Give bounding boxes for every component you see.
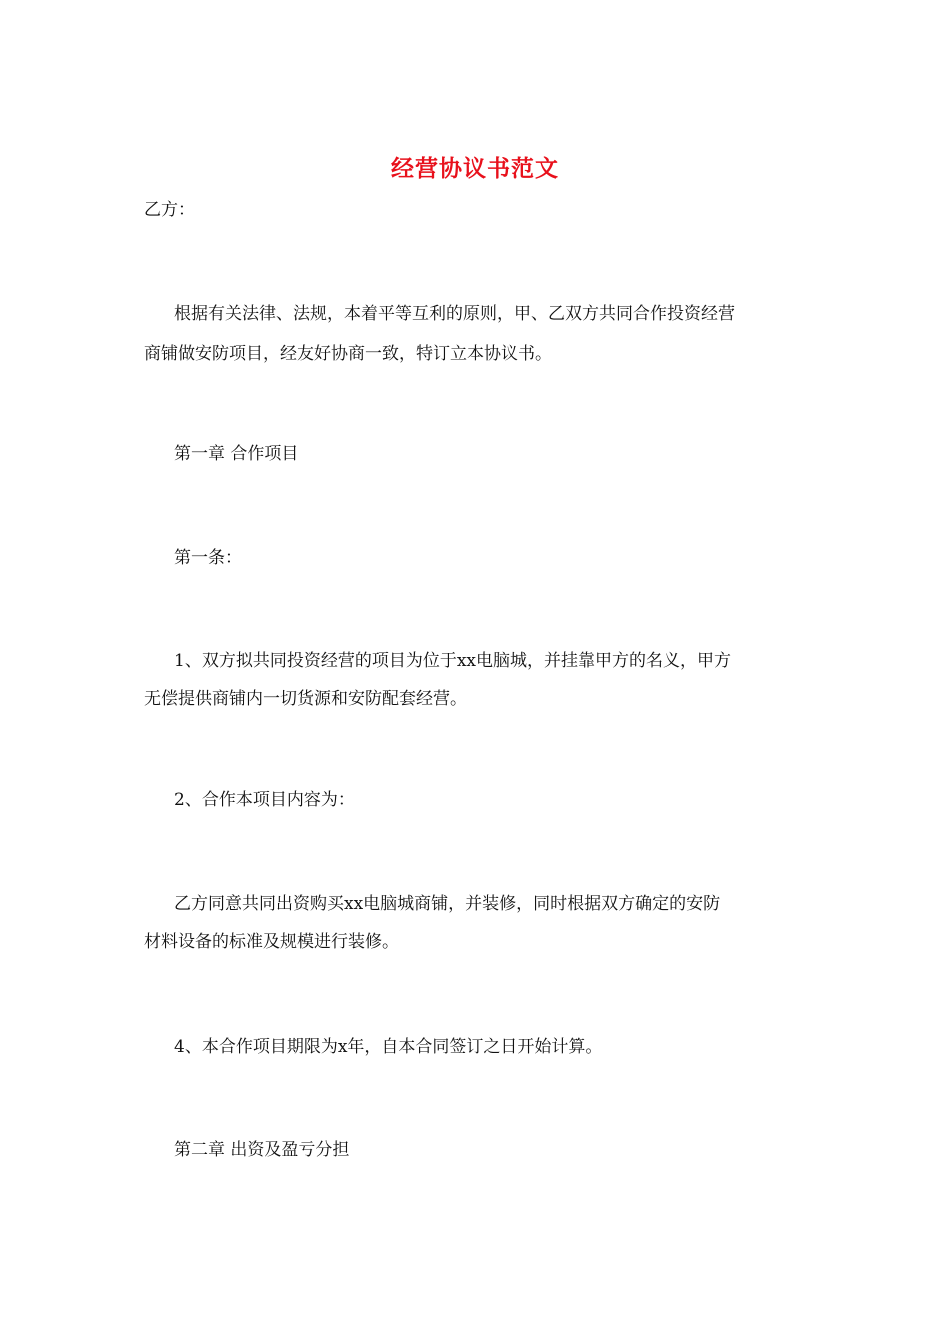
preamble-line-2: 商铺做安防项目，经友好协商一致，特订立本协议书。 — [144, 344, 552, 364]
item-2-detail-line-1: 乙方同意共同出资购买xx电脑城商铺，并装修，同时根据双方确定的安防 — [174, 894, 721, 914]
preamble-line-1: 根据有关法律、法规，本着平等互利的原则，甲、乙双方共同合作投资经营 — [174, 304, 735, 324]
item-2-heading: 2、合作本项目内容为： — [174, 790, 355, 810]
article-1-heading: 第一条： — [174, 548, 242, 568]
party-b-label: 乙方： — [144, 200, 195, 220]
item-4-text: 4、本合作项目期限为x年，自本合同签订之日开始计算。 — [174, 1037, 603, 1057]
item-1-line-2: 无偿提供商铺内一切货源和安防配套经营。 — [144, 689, 467, 709]
item-2-detail-line-2: 材料设备的标准及规模进行装修。 — [144, 932, 399, 952]
chapter-2-heading: 第二章 出资及盈亏分担 — [174, 1140, 350, 1160]
document-title: 经营协议书范文 — [391, 155, 559, 182]
item-1-line-1: 1、双方拟共同投资经营的项目为位于xx电脑城，并挂靠甲方的名义，甲方 — [174, 651, 731, 671]
chapter-1-heading: 第一章 合作项目 — [174, 444, 299, 464]
